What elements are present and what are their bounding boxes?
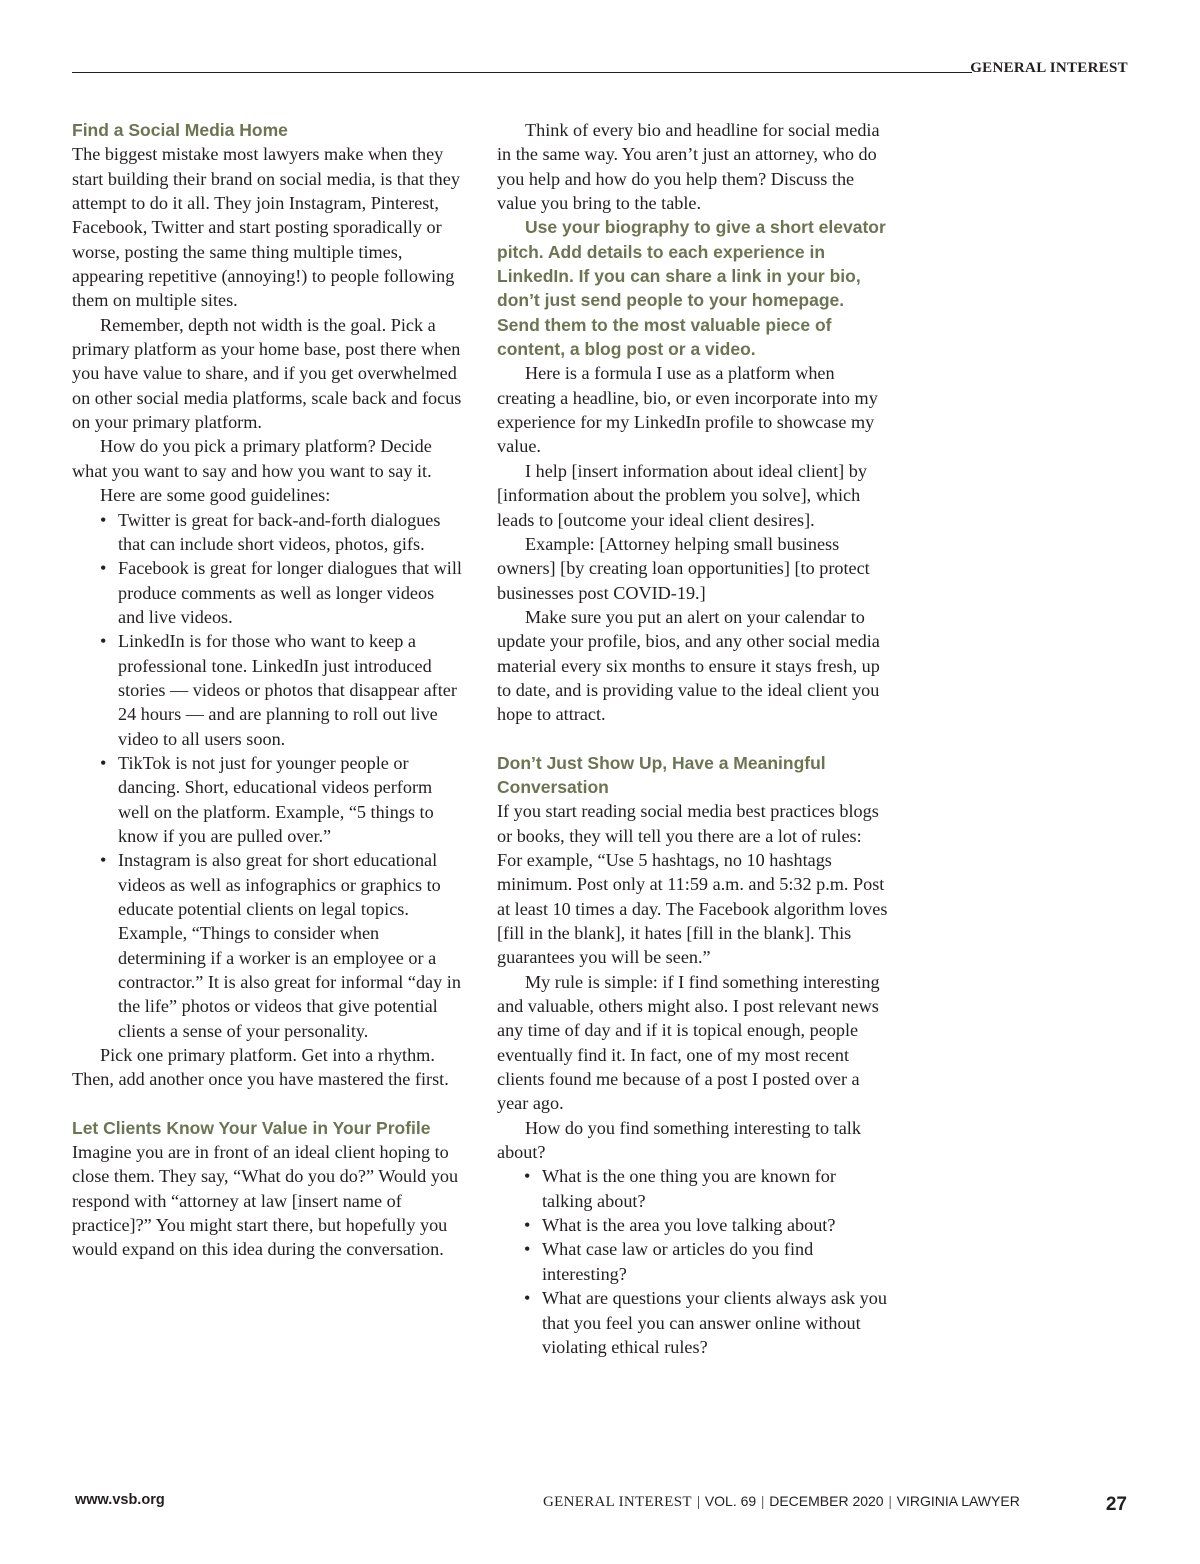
footer-publication: VIRGINIA LAWYER xyxy=(896,1493,1020,1509)
list-item xyxy=(497,1213,889,1237)
list-item-text: What is the one thing you are known for talking about? xyxy=(542,1166,836,1211)
paragraph: How do you pick a primary platform? Decide what you want to say and how you want to say it. xyxy=(72,436,432,481)
topic-questions-list xyxy=(497,1164,889,1359)
list-item xyxy=(72,629,464,751)
bullet-icon: • xyxy=(524,1215,531,1236)
list-item xyxy=(497,1164,889,1213)
list-item-text: Twitter is great for back-and-forth dialogues that can include short videos, photos, gifs. xyxy=(118,509,441,554)
left-column xyxy=(72,118,464,1262)
section-label: GENERAL INTEREST xyxy=(970,60,1128,76)
list-item-text: What are questions your clients always ask you that you feel you can answer online without violating ethical rules? xyxy=(542,1288,887,1357)
footer-divider: | xyxy=(761,1494,765,1510)
list-item xyxy=(497,1286,889,1359)
right-column xyxy=(497,118,889,1359)
list-item xyxy=(72,751,464,848)
list-item-text: Instagram is also great for short educational videos as well as infographics or graphics to educate potential clients on legal topics. Example, “Things to consider when determining if a worker is an employee or a contractor.” It is also great for informal “day in the life” photos or videos that give potential clients a sense of your personality. xyxy=(118,850,461,1041)
bullet-icon: • xyxy=(100,752,107,773)
list-item-text: What case law or articles do you find interesting? xyxy=(542,1239,814,1284)
paragraph: Make sure you put an alert on your calendar to update your profile, bios, and any other social media material every six months to ensure it stays fresh, up to date, and is providing value to the ideal client you hope to attract. xyxy=(497,606,880,725)
heading-social-media-home: Find a Social Media Home xyxy=(72,120,288,140)
paragraph: My rule is simple: if I find something interesting and valuable, others might also. I post relevant news any time of day and if it is topical enough, people eventually find it. In fact, one of my most recent clients found me because of a post I posted over a year ago. xyxy=(497,971,880,1114)
list-item-text: TikTok is not just for younger people or dancing. Short, educational videos perform well on the platform. Example, “5 things to know if you are pulled over.” xyxy=(118,752,434,846)
heading-client-value: Let Clients Know Your Value in Your Profile xyxy=(72,1117,431,1138)
bullet-icon: • xyxy=(524,1166,531,1187)
footer-date: DECEMBER 2020 xyxy=(769,1493,884,1509)
paragraph: Pick one primary platform. Get into a rhythm. Then, add another once you have mastered the first. xyxy=(72,1045,449,1090)
bullet-icon: • xyxy=(100,631,107,652)
list-item xyxy=(72,556,464,629)
list-item xyxy=(72,508,464,557)
paragraph: Remember, depth not width is the goal. Pick a primary platform as your home base, post there when you have value to share, and if you get overwhelmed on other social media platforms, scale back and focus on your primary platform. xyxy=(72,314,462,433)
heading-meaningful-conversation: Don’t Just Show Up, Have a Meaningful Conversation xyxy=(497,752,826,797)
page-number: 27 xyxy=(1105,1494,1127,1515)
header-rule xyxy=(72,72,972,73)
paragraph: If you start reading social media best practices blogs or books, they will tell you there are a lot of rules: For example, “Use 5 hashtags, no 10 hashtags minimum. Post only at 11:59 a.m. and 5:32 p.m. Post at least 10 times a day. The Facebook algorithm loves [fill in the blank], it hates [fill in the blank]. This guarantees you will be seen.” xyxy=(497,801,888,968)
list-item-text: LinkedIn is for those who want to keep a professional tone. LinkedIn just introduced stories — videos or photos that disappear after 24 hours — and are planning to roll out live video to all users soon. xyxy=(118,631,457,749)
pull-quote: Use your biography to give a short elevator pitch. Add details to each experience in LinkedIn. If you can share a link in your bio, don’t just send people to your homepage. Send them to the most valuable piece of content, a blog post or a video. xyxy=(497,217,886,360)
bullet-icon: • xyxy=(100,850,107,871)
paragraph: Here is a formula I use as a platform when creating a headline, bio, or even incorporate into my experience for my LinkedIn profile to showcase my value. xyxy=(497,363,878,457)
platform-guidelines-list xyxy=(72,508,464,1044)
paragraph: Here are some good guidelines: xyxy=(100,485,331,506)
bullet-icon: • xyxy=(524,1288,531,1309)
list-item xyxy=(72,848,464,1043)
paragraph: Imagine you are in front of an ideal client hoping to close them. They say, “What do you do?” Would you respond with “attorney at law [insert name of practice]?” You might start there, but hopefully you would expand on this idea during the conversation. xyxy=(72,1142,459,1260)
footer-volume: VOL. 69 xyxy=(704,1493,757,1509)
paragraph: Example: [Attorney helping small business owners] [by creating loan opportunities] [to protect businesses post COVID-19.] xyxy=(497,533,870,603)
footer-divider: | xyxy=(696,1494,700,1510)
list-item xyxy=(497,1237,889,1286)
paragraph: How do you find something interesting to talk about? xyxy=(497,1117,861,1163)
paragraph: I help [insert information about ideal client] by [information about the problem you solve], which leads to [outcome your ideal client desires]. xyxy=(497,460,867,530)
footer-meta xyxy=(543,1493,1020,1511)
paragraph: The biggest mistake most lawyers make when they start building their brand on social media, is that they attempt to do it all. They join Instagram, Pinterest, Facebook, Twitter and start posting sporadically or worse, posting the same thing multiple times, appearing repetitive (annoying!) to people following them on multiple sites. xyxy=(72,144,460,311)
footer-url[interactable]: www.vsb.org xyxy=(75,1492,165,1508)
footer-divider: | xyxy=(888,1494,892,1510)
footer-section: GENERAL INTEREST xyxy=(543,1494,692,1510)
bullet-icon: • xyxy=(524,1239,531,1260)
list-item-text: What is the area you love talking about? xyxy=(542,1215,836,1236)
paragraph: Think of every bio and headline for social media in the same way. You aren’t just an attorney, who do you help and how do you help them? Discuss the value you bring to the table. xyxy=(497,120,880,214)
list-item-text: Facebook is great for longer dialogues that will produce comments as well as longer videos and live videos. xyxy=(118,558,462,627)
bullet-icon: • xyxy=(100,509,107,530)
bullet-icon: • xyxy=(100,558,107,579)
